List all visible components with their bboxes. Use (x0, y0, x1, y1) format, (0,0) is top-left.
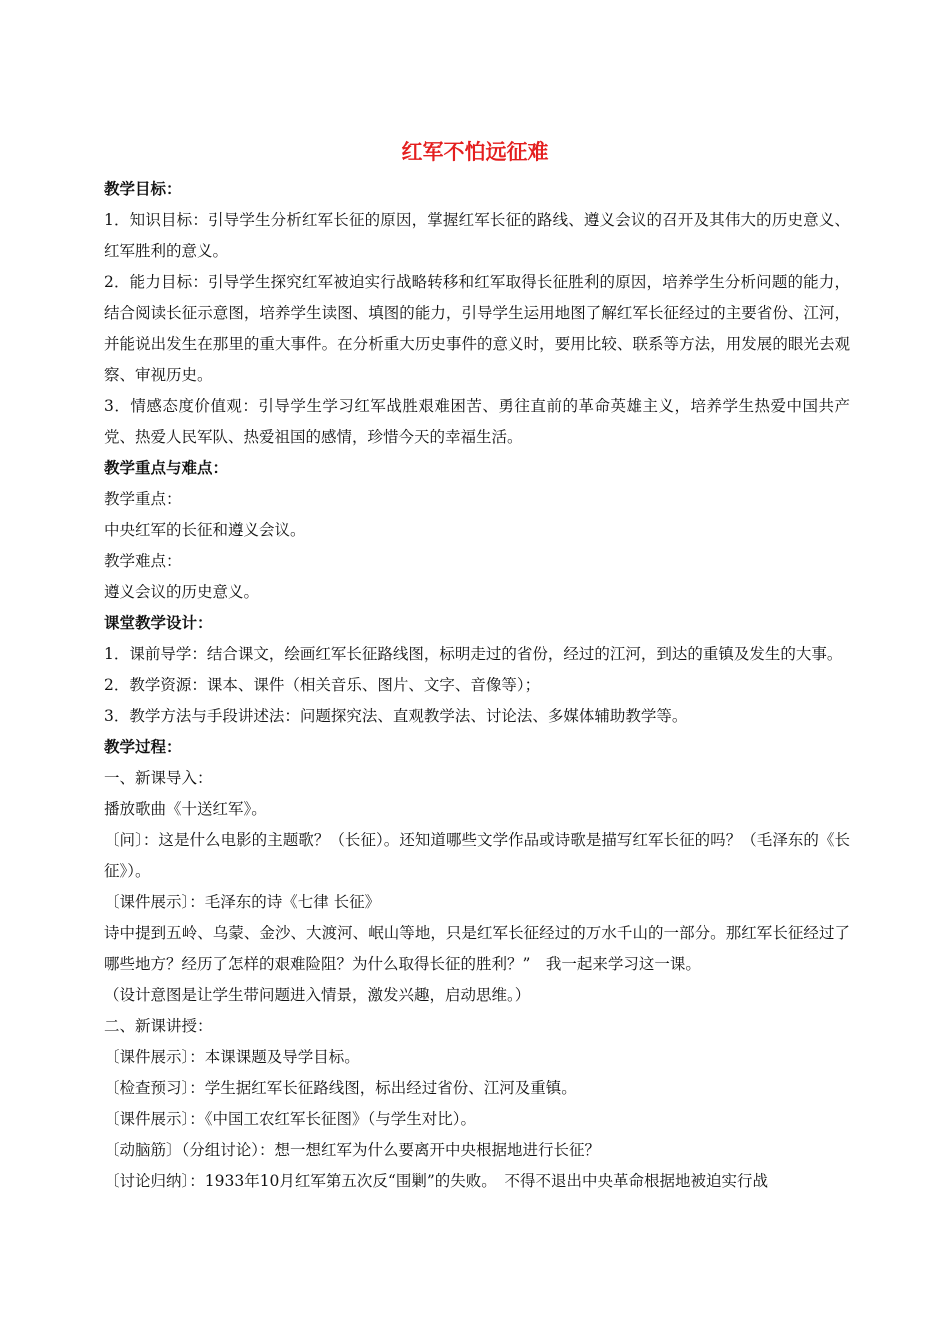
document-body (104, 174, 850, 1197)
section-heading: 课堂教学设计： (104, 614, 213, 632)
paragraph: 〔问〕：这是什么电影的主题歌？（长征）。还知道哪些文学作品或诗歌是描写红军长征的吗？（毛泽东的《长征》）。 (104, 831, 850, 880)
section-heading: 教学重点与难点： (104, 459, 229, 477)
paragraph: 1．课前导学：结合课文，绘画红军长征路线图，标明走过的省份，经过的江河，到达的重镇及发生的大事。 (104, 645, 843, 663)
paragraph: 2．教学资源：课本、课件（相关音乐、图片、文字、音像等）； (104, 676, 541, 694)
paragraph: 一、新课导入： (104, 769, 213, 787)
paragraph: 〔动脑筋〕（分组讨论）：想一想红军为什么要离开中央根据地进行长征？ (104, 1141, 601, 1159)
paragraph: 中央红军的长征和遵义会议。 (104, 521, 306, 539)
section-heading: 教学过程： (104, 738, 182, 756)
paragraph: 3．情感态度价值观：引导学生学习红军战胜艰难困苦、勇往直前的革命英雄主义，培养学生热爱中国共产党、热爱人民军队、热爱祖国的感情，珍惜今天的幸福生活。 (104, 397, 850, 446)
paragraph: 2．能力目标：引导学生探究红军被迫实行战略转移和红军取得长征胜利的原因，培养学生分析问题的能力，结合阅读长征示意图，培养学生读图、填图的能力，引导学生运用地图了解红军长征经过的主要省份、江河，并能说出发生在那里的重大事件。在分析重大历史事件的意义时，要用比较、联系等方法，用发展的眼光去观察、审视历史。 (104, 273, 850, 384)
paragraph: （设计意图是让学生带问题进入情景，激发兴趣，启动思维。） (104, 986, 531, 1004)
paragraph: 〔课件展示〕：毛泽东的诗《七律 长征》 (104, 893, 381, 911)
paragraph: 遵义会议的历史意义。 (104, 583, 260, 601)
paragraph: 3．教学方法与手段讲述法：问题探究法、直观教学法、讨论法、多媒体辅助教学等。 (104, 707, 688, 725)
paragraph: 〔检查预习〕：学生据红军长征路线图，标出经过省份、江河及重镇。 (104, 1079, 577, 1097)
paragraph: 教学难点： (104, 552, 182, 570)
paragraph: 诗中提到五岭、乌蒙、金沙、大渡河、岷山等地，只是红军长征经过的万水千山的一部分。那红军长征经过了哪些地方？经历了怎样的艰难险阻？为什么取得长征的胜利？” 我一起来学习这一课。 (104, 924, 850, 973)
section-heading: 教学目标： (104, 180, 182, 198)
document-title: 红军不怕远征难 (401, 140, 549, 164)
paragraph: 1．知识目标：引导学生分析红军长征的原因，掌握红军长征的路线、遵义会议的召开及其伟大的历史意义、红军胜利的意义。 (104, 211, 850, 260)
paragraph: 〔课件展示〕：《中国工农红军长征图》（与学生对比）。 (104, 1110, 477, 1128)
paragraph: 〔讨论归纳〕：1933年10月红军第五次反“围剿”的失败。 不得不退出中央革命根据地被迫实行战 (104, 1172, 769, 1190)
paragraph: 教学重点： (104, 490, 182, 508)
paragraph: 〔课件展示〕：本课课题及导学目标。 (104, 1048, 360, 1066)
paragraph: 播放歌曲《十送红军》。 (104, 800, 267, 818)
paragraph: 二、新课讲授： (104, 1017, 213, 1035)
